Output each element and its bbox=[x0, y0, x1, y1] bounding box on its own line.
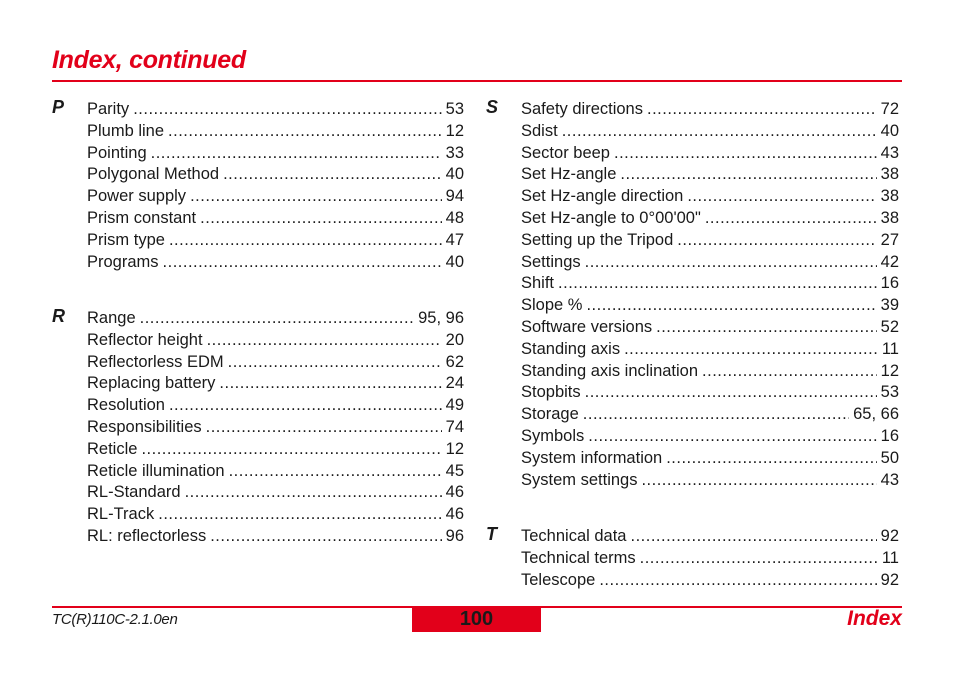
index-entry bbox=[521, 339, 899, 361]
index-entry-page: 53 bbox=[880, 383, 899, 402]
index-entry-page: 50 bbox=[880, 448, 899, 467]
index-entry bbox=[87, 461, 464, 483]
index-entry bbox=[521, 404, 899, 426]
index-entry-label: Technical terms bbox=[521, 548, 636, 567]
index-entry-label: Replacing battery bbox=[87, 374, 216, 393]
index-entry-page: 40 bbox=[445, 165, 464, 184]
index-entry bbox=[87, 143, 464, 165]
index-entry-page: 46 bbox=[445, 505, 464, 524]
index-entry-page: 24 bbox=[445, 374, 464, 393]
dot-leader bbox=[190, 186, 442, 208]
index-entry bbox=[521, 570, 899, 592]
index-entry bbox=[521, 295, 899, 317]
index-entry bbox=[87, 164, 464, 186]
index-entry bbox=[521, 230, 899, 252]
dot-leader bbox=[163, 252, 442, 274]
dot-leader bbox=[631, 526, 877, 548]
index-entry bbox=[521, 143, 899, 165]
index-entry bbox=[87, 186, 464, 208]
index-entry bbox=[87, 373, 464, 395]
index-entry-page: 11 bbox=[881, 339, 899, 358]
index-entry-page: 48 bbox=[445, 208, 464, 227]
index-entry-label: Safety directions bbox=[521, 100, 643, 118]
section-letter: S bbox=[486, 97, 499, 117]
dot-leader bbox=[223, 164, 442, 186]
index-entry-label: System information bbox=[521, 448, 663, 467]
index-entry-label: Settings bbox=[521, 252, 581, 271]
dot-leader bbox=[588, 426, 876, 448]
index-entry bbox=[87, 330, 464, 352]
index-entry-label: Symbols bbox=[521, 426, 585, 445]
index-entry-label: Set Hz-angle direction bbox=[521, 187, 684, 206]
index-entry-label: Telescope bbox=[521, 570, 596, 589]
dot-leader bbox=[586, 295, 876, 317]
dot-leader bbox=[133, 99, 441, 121]
index-entry-label: Parity bbox=[87, 100, 130, 118]
index-entry-page: 20 bbox=[445, 330, 464, 349]
index-entry-page: 45 bbox=[445, 461, 464, 480]
index-entry bbox=[87, 208, 464, 230]
index-entry-label: Standing axis bbox=[521, 339, 621, 358]
dot-leader bbox=[687, 186, 876, 208]
index-entry-label: Stopbits bbox=[521, 383, 581, 402]
index-entry-page: 92 bbox=[880, 527, 899, 545]
index-entry-label: Slope % bbox=[521, 296, 583, 315]
dot-leader bbox=[585, 252, 877, 274]
index-entry-label: RL-Standard bbox=[87, 483, 181, 502]
dot-leader bbox=[647, 99, 877, 121]
section-letter: P bbox=[52, 97, 65, 117]
index-entry-label: System settings bbox=[521, 470, 638, 489]
index-entry bbox=[521, 382, 899, 404]
index-entry-page: 33 bbox=[445, 143, 464, 162]
index-entry bbox=[521, 99, 899, 121]
index-entry-label: Standing axis inclination bbox=[521, 361, 699, 380]
index-entry-page: 43 bbox=[880, 143, 899, 162]
index-entry bbox=[521, 273, 899, 295]
index-entry-page: 52 bbox=[880, 317, 899, 336]
dot-leader bbox=[140, 308, 415, 330]
dot-leader bbox=[206, 417, 442, 439]
dot-leader bbox=[185, 482, 442, 504]
index-entry-page: 47 bbox=[445, 230, 464, 249]
index-entry-label: Programs bbox=[87, 252, 159, 271]
dot-leader bbox=[640, 548, 878, 570]
index-entry-page: 72 bbox=[880, 100, 899, 118]
index-entry-label: Shift bbox=[521, 274, 555, 293]
index-entry bbox=[521, 208, 899, 230]
index-entry bbox=[521, 317, 899, 339]
index-entry-page: 12 bbox=[880, 361, 899, 380]
dot-leader bbox=[210, 526, 441, 548]
dot-leader bbox=[624, 339, 878, 361]
dot-leader bbox=[599, 570, 876, 592]
index-entry-label: Power supply bbox=[87, 187, 187, 206]
dot-leader bbox=[200, 208, 442, 230]
index-entry-page: 49 bbox=[445, 396, 464, 415]
index-entry-label: Range bbox=[87, 309, 136, 327]
index-entry-page: 40 bbox=[445, 252, 464, 271]
index-entry-page: 42 bbox=[880, 252, 899, 271]
dot-leader bbox=[558, 273, 877, 295]
dot-leader bbox=[169, 230, 442, 252]
index-entry bbox=[87, 504, 464, 526]
dot-leader bbox=[620, 164, 876, 186]
index-entry-label: Set Hz-angle to 0°00'00" bbox=[521, 208, 701, 227]
index-entry-page: 74 bbox=[445, 417, 464, 436]
index-entry-label: Prism constant bbox=[87, 208, 197, 227]
index-entry-page: 96 bbox=[445, 526, 464, 545]
index-entry-label: Resolution bbox=[87, 396, 165, 415]
index-entry-label: Plumb line bbox=[87, 121, 165, 140]
index-entry bbox=[87, 121, 464, 143]
index-entry bbox=[87, 417, 464, 439]
index-entry bbox=[87, 308, 464, 330]
index-entry-page: 38 bbox=[880, 187, 899, 206]
dot-leader bbox=[666, 448, 876, 470]
index-entry-page: 16 bbox=[880, 426, 899, 445]
dot-leader bbox=[168, 121, 442, 143]
index-entry-label: Reflectorless EDM bbox=[87, 352, 224, 371]
section-letter: R bbox=[52, 306, 65, 326]
index-entry-label: Software versions bbox=[521, 317, 653, 336]
index-entry-page: 11 bbox=[881, 548, 899, 567]
index-entry-page: 95, 96 bbox=[418, 309, 464, 327]
index-entry-label: Pointing bbox=[87, 143, 147, 162]
dot-leader bbox=[677, 230, 876, 252]
index-entry bbox=[87, 230, 464, 252]
index-entry-label: Technical data bbox=[521, 527, 627, 545]
page-title: Index, continued bbox=[52, 46, 246, 74]
index-entry-label: Reflector height bbox=[87, 330, 203, 349]
index-entry-label: Sector beep bbox=[521, 143, 610, 162]
index-entry bbox=[521, 164, 899, 186]
index-entry-page: 62 bbox=[445, 352, 464, 371]
index-entry-page: 53 bbox=[445, 100, 464, 118]
dot-leader bbox=[151, 143, 442, 165]
index-entry bbox=[521, 470, 899, 492]
index-entry-page: 65, 66 bbox=[853, 405, 899, 424]
index-entry-page: 38 bbox=[880, 165, 899, 184]
page-number: 100 bbox=[412, 606, 541, 632]
top-rule bbox=[52, 80, 902, 82]
dot-leader bbox=[702, 361, 877, 383]
index-entry-page: 16 bbox=[880, 274, 899, 293]
dot-leader bbox=[219, 373, 441, 395]
index-entry bbox=[521, 448, 899, 470]
index-entry-label: RL: reflectorless bbox=[87, 526, 207, 545]
dot-leader bbox=[705, 208, 877, 230]
index-entry-page: 43 bbox=[880, 470, 899, 489]
index-entry bbox=[87, 526, 464, 548]
index-entry-page: 27 bbox=[880, 230, 899, 249]
dot-leader bbox=[562, 121, 877, 143]
index-entry-label: Prism type bbox=[87, 230, 165, 249]
index-entry bbox=[521, 526, 899, 548]
index-entry bbox=[521, 121, 899, 143]
index-entry bbox=[521, 186, 899, 208]
index-entry-label: RL-Track bbox=[87, 505, 155, 524]
index-entry-label: Reticle illumination bbox=[87, 461, 225, 480]
dot-leader bbox=[141, 439, 441, 461]
dot-leader bbox=[207, 330, 442, 352]
index-entry bbox=[521, 426, 899, 448]
index-entry-page: 94 bbox=[445, 187, 464, 206]
dot-leader bbox=[228, 352, 442, 374]
index-entry-page: 38 bbox=[880, 208, 899, 227]
index-entry-page: 39 bbox=[880, 296, 899, 315]
index-entry bbox=[87, 439, 464, 461]
index-entry bbox=[521, 548, 899, 570]
index-entry bbox=[87, 252, 464, 274]
dot-leader bbox=[158, 504, 441, 526]
dot-leader bbox=[585, 382, 877, 404]
dot-leader bbox=[656, 317, 877, 339]
index-entry-page: 46 bbox=[445, 483, 464, 502]
index-entry bbox=[87, 99, 464, 121]
index-entry bbox=[521, 361, 899, 383]
dot-leader bbox=[229, 461, 442, 483]
dot-leader bbox=[169, 395, 442, 417]
index-entry-label: Reticle bbox=[87, 439, 138, 458]
dot-leader bbox=[583, 404, 849, 426]
index-entry-label: Setting up the Tripod bbox=[521, 230, 674, 249]
index-entry-label: Polygonal Method bbox=[87, 165, 220, 184]
dot-leader bbox=[614, 143, 877, 165]
document-id: TC(R)110C-2.1.0en bbox=[52, 611, 178, 628]
dot-leader bbox=[641, 470, 876, 492]
index-entry-page: 12 bbox=[445, 439, 464, 458]
index-entry bbox=[87, 482, 464, 504]
index-entry bbox=[87, 352, 464, 374]
footer-section-title: Index bbox=[847, 607, 902, 630]
index-entry bbox=[87, 395, 464, 417]
index-entry-page: 12 bbox=[445, 121, 464, 140]
index-entry-label: Sdist bbox=[521, 121, 558, 140]
index-entry bbox=[521, 252, 899, 274]
index-entry-label: Responsibilities bbox=[87, 417, 202, 436]
index-entry-label: Set Hz-angle bbox=[521, 165, 617, 184]
index-entry-page: 40 bbox=[880, 121, 899, 140]
index-entry-label: Storage bbox=[521, 405, 579, 424]
section-letter: T bbox=[486, 524, 497, 544]
index-entry-page: 92 bbox=[880, 570, 899, 589]
